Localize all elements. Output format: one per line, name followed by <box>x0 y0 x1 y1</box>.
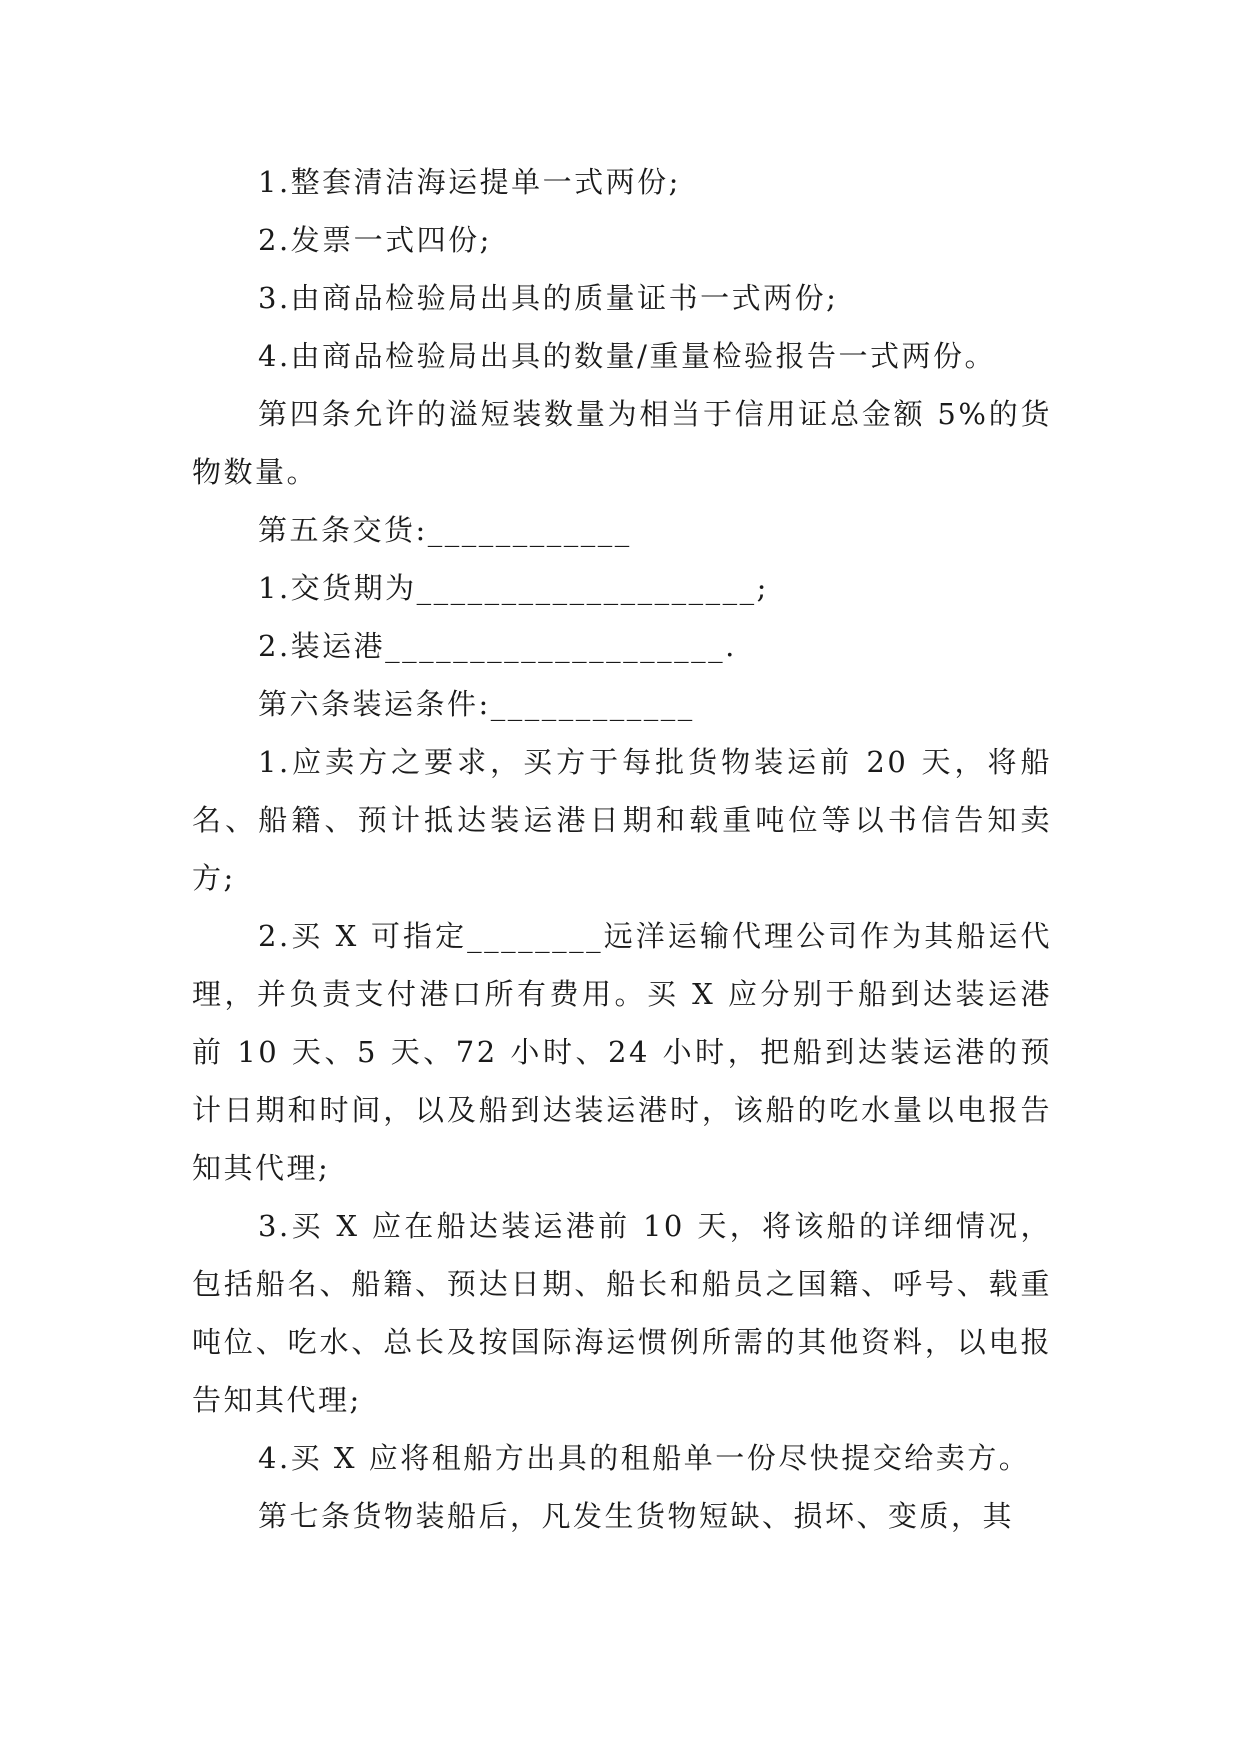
paragraph-invoice: 2.发票一式四份; <box>258 223 492 257</box>
paragraph-document-1: 1.整套清洁海运提单一式两份; <box>258 165 681 199</box>
document-body <box>192 153 1052 1545</box>
paragraph-delivery-period: 1.交货期为____________________; <box>258 571 769 605</box>
paragraph-loading-port: 2.装运港____________________. <box>258 629 737 663</box>
paragraph-shipping-agent: 2.买 X 可指定________远洋运输代理公司作为其船运代理，并负责支付港口所有费用。买 X 应分别于船到达装运港前 10 天、5 天、72 小时、24 小时，把船到达装运港的预计日期和时间，以及船到达装运港时，该船的吃水量以电报告知其代理; <box>192 919 1052 1185</box>
clause-4-tolerance: 第四条允许的溢短装数量为相当于信用证总金额 5%的货物数量。 <box>192 397 1052 489</box>
paragraph-quantity-report: 4.由商品检验局出具的数量/重量检验报告一式两份。 <box>258 339 996 373</box>
clause-7-after-loading: 第七条货物装船后，凡发生货物短缺、损坏、变质，其 <box>258 1499 1015 1533</box>
paragraph-quality-certificate: 3.由商品检验局出具的质量证书一式两份; <box>258 281 839 315</box>
paragraph-charter-party: 4.买 X 应将租船方出具的租船单一份尽快提交给卖方。 <box>258 1441 1031 1475</box>
paragraph-vessel-details: 3.买 X 应在船达装运港前 10 天，将该船的详细情况，包括船名、船籍、预达日期、船长和船员之国籍、呼号、载重吨位、吃水、总长及按国际海运惯例所需的其他资料，以电报告知其代理; <box>192 1209 1052 1417</box>
clause-5-delivery: 第五条交货:____________ <box>258 513 632 547</box>
clause-6-shipment: 第六条装运条件:____________ <box>258 687 695 721</box>
paragraph-shipment-notice: 1.应卖方之要求，买方于每批货物装运前 20 天，将船名、船籍、预计抵达装运港日期和载重吨位等以书信告知卖方; <box>192 745 1052 895</box>
